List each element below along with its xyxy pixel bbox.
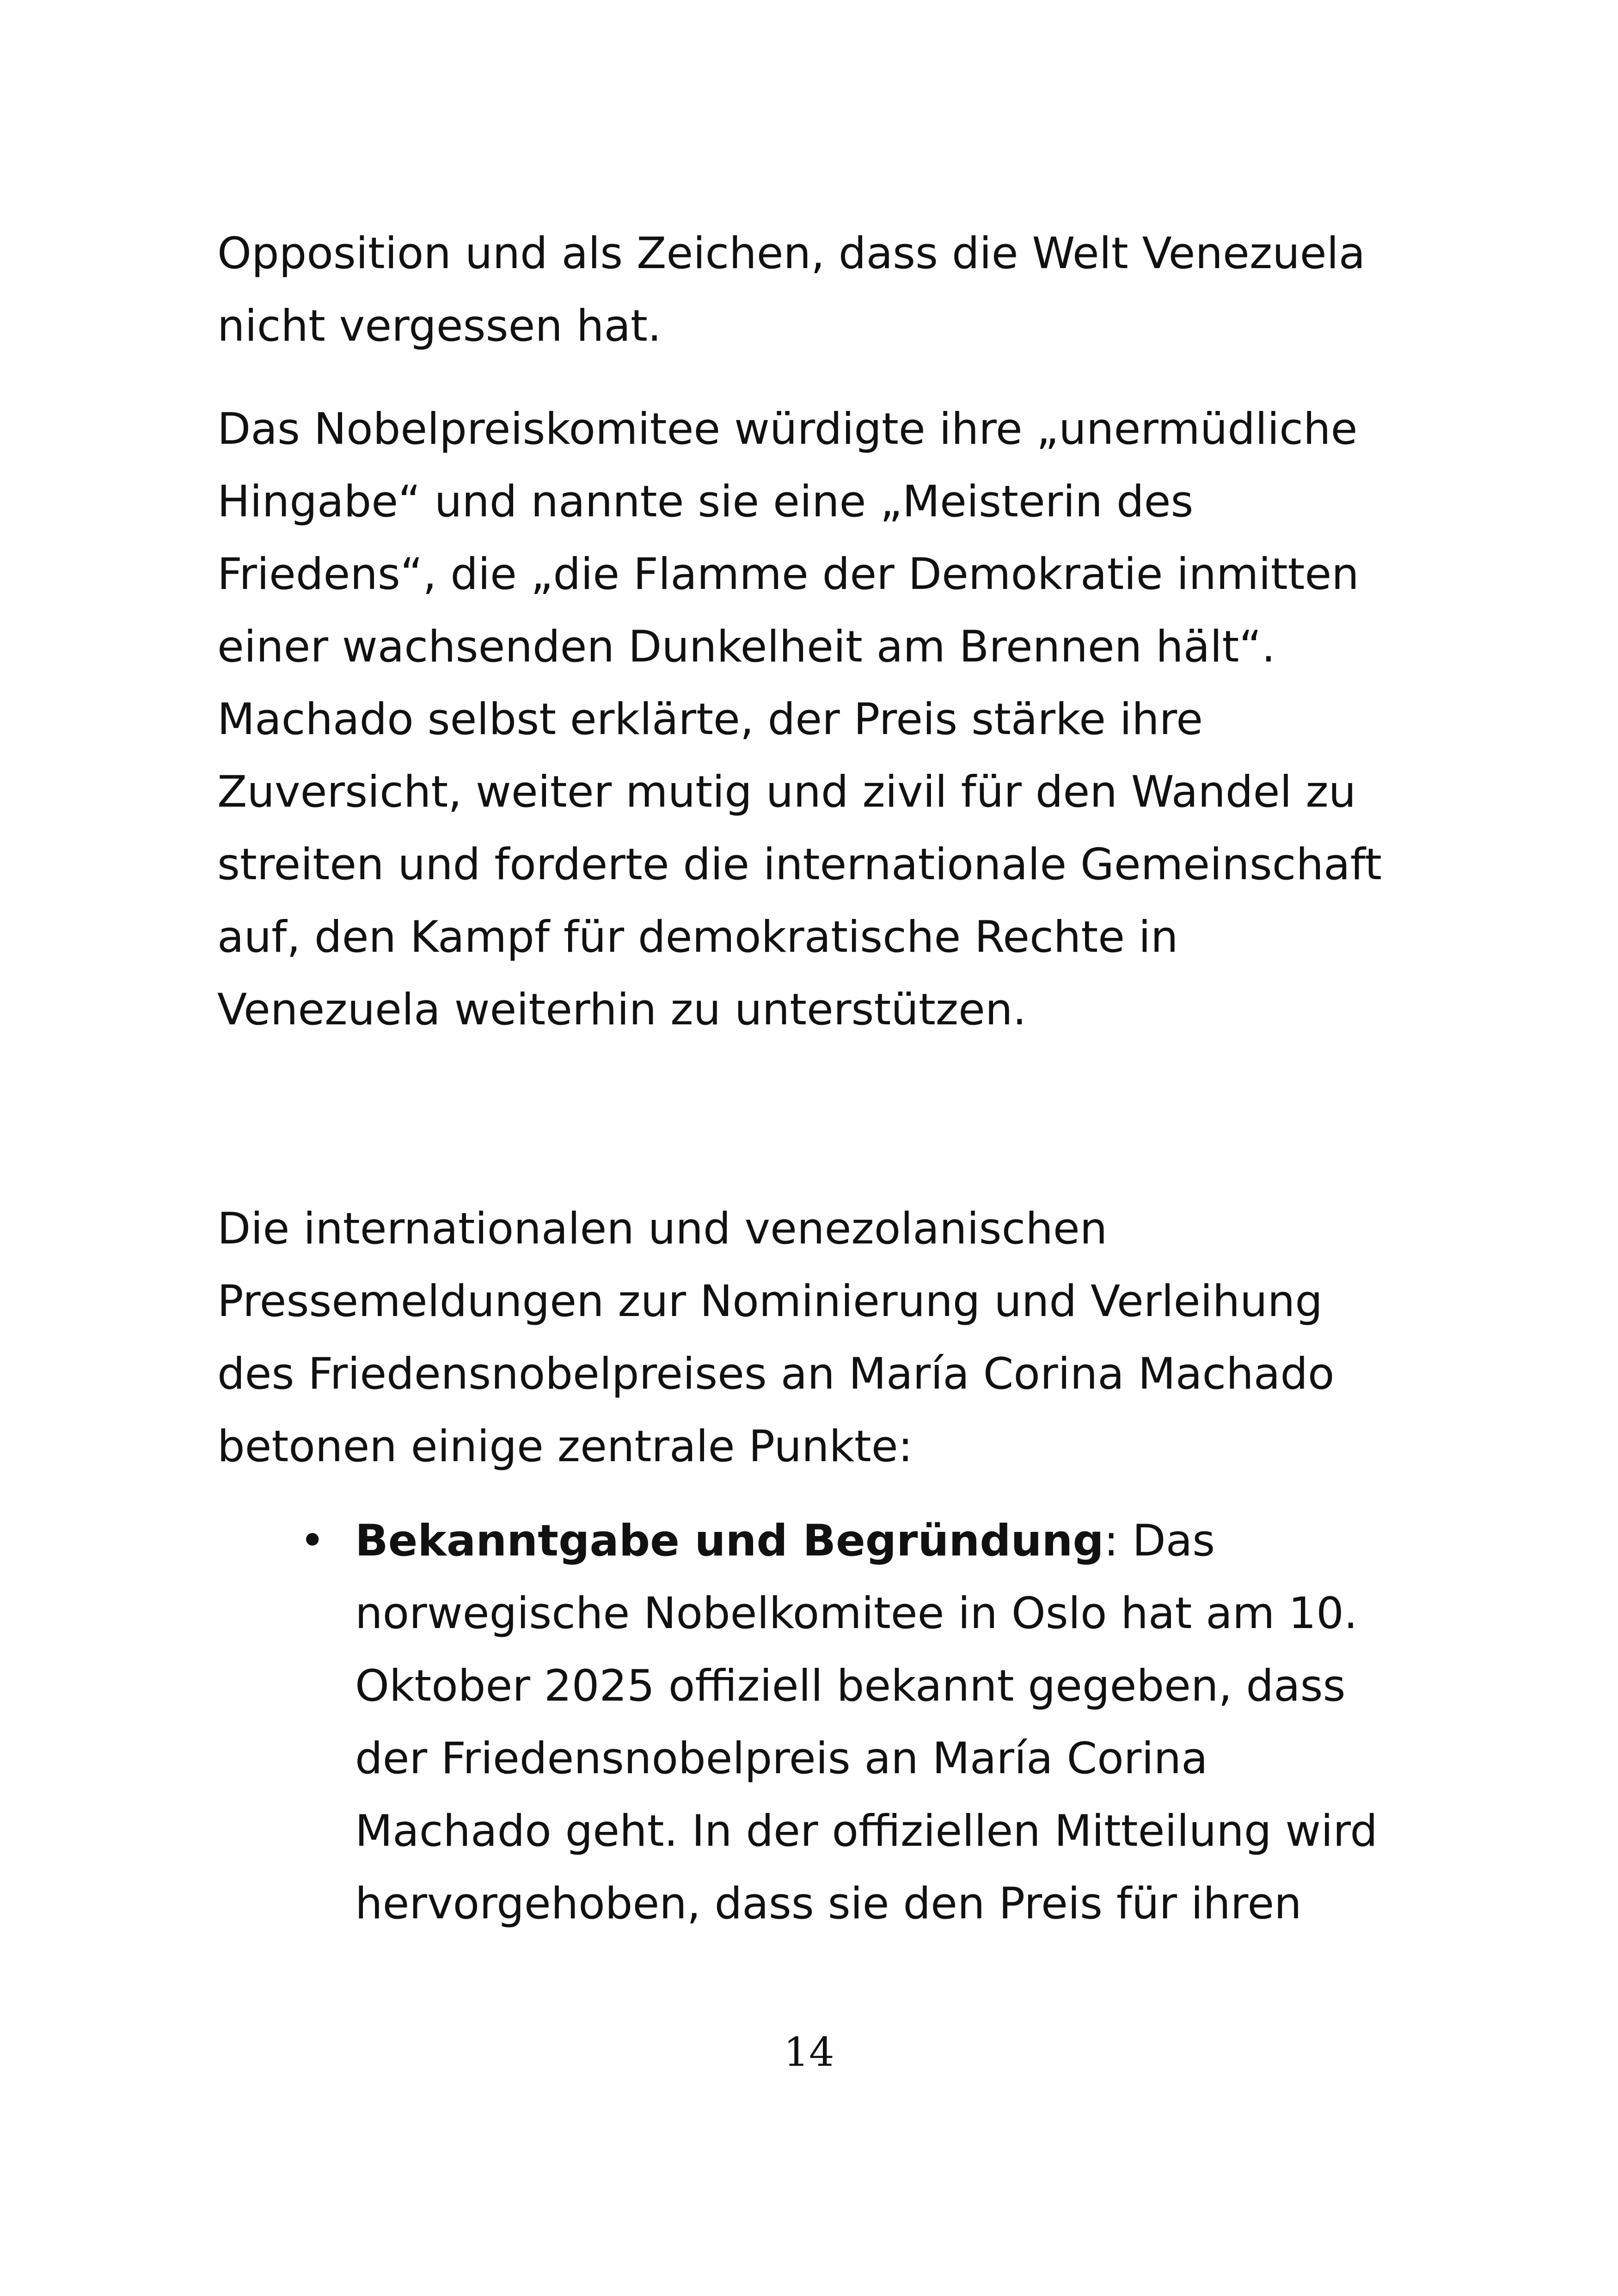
- paragraph-line: streiten und forderte die internationale Gemeinschaft: [217, 839, 1382, 890]
- paragraph-press-reports: [217, 1193, 1401, 1483]
- paragraph-nobel-committee: [217, 393, 1401, 1046]
- page-number: 14: [784, 2029, 834, 2076]
- bullet-list: [217, 1505, 1401, 1940]
- paragraph-line: Friedens“, die „die Flamme der Demokratie inmitten: [217, 549, 1359, 600]
- paragraph-line: auf, den Kampf für demokratische Rechte in: [217, 912, 1178, 962]
- list-item-line: hervorgehoben, dass sie den Preis für ihren: [355, 1879, 1302, 1929]
- list-item-line: Oktober 2025 offiziell bekannt gegeben, dass: [355, 1661, 1346, 1711]
- list-item-line: der Friedensnobelpreis an María Corina: [355, 1733, 1208, 1784]
- paragraph-line: nicht vergessen hat.: [217, 301, 662, 351]
- paragraph-opposition: [217, 217, 1401, 362]
- paragraph-line: Opposition und als Zeichen, dass die Welt Venezuela: [217, 228, 1366, 279]
- paragraph-line: des Friedensnobelpreises an María Corina Machado: [217, 1349, 1335, 1399]
- paragraph-line: Pressemeldungen zur Nominierung und Verleihung: [217, 1276, 1323, 1327]
- paragraph-line: betonen einige zentrale Punkte:: [217, 1421, 913, 1472]
- paragraph-line: Hingabe“ und nannte sie eine „Meisterin des: [217, 477, 1194, 527]
- paragraph-line: einer wachsenden Dunkelheit am Brennen hält“.: [217, 622, 1275, 672]
- paragraph-line: Venezuela weiterhin zu unterstützen.: [217, 985, 1027, 1035]
- paragraph-line: Zuversicht, weiter mutig und zivil für den Wandel zu: [217, 767, 1356, 817]
- list-item: [217, 1505, 1401, 1940]
- list-item-line: norwegische Nobelkomitee in Oslo hat am 10.: [355, 1588, 1358, 1639]
- bullet-icon: •: [300, 1516, 325, 1566]
- list-item-term: Bekanntgabe und Begründung: [355, 1516, 1104, 1566]
- paragraph-line: Die internationalen und venezolanischen: [217, 1204, 1108, 1254]
- paragraph-line: Machado selbst erklärte, der Preis stärke ihre: [217, 694, 1203, 745]
- paragraph-line: Das Nobelpreiskomitee würdigte ihre „unermüdliche: [217, 404, 1358, 454]
- list-item-first-line: [355, 1505, 1401, 1577]
- list-item-first-line-rest: : Das: [1103, 1516, 1215, 1566]
- list-item-line: Machado geht. In der offiziellen Mitteilung wird: [355, 1806, 1378, 1856]
